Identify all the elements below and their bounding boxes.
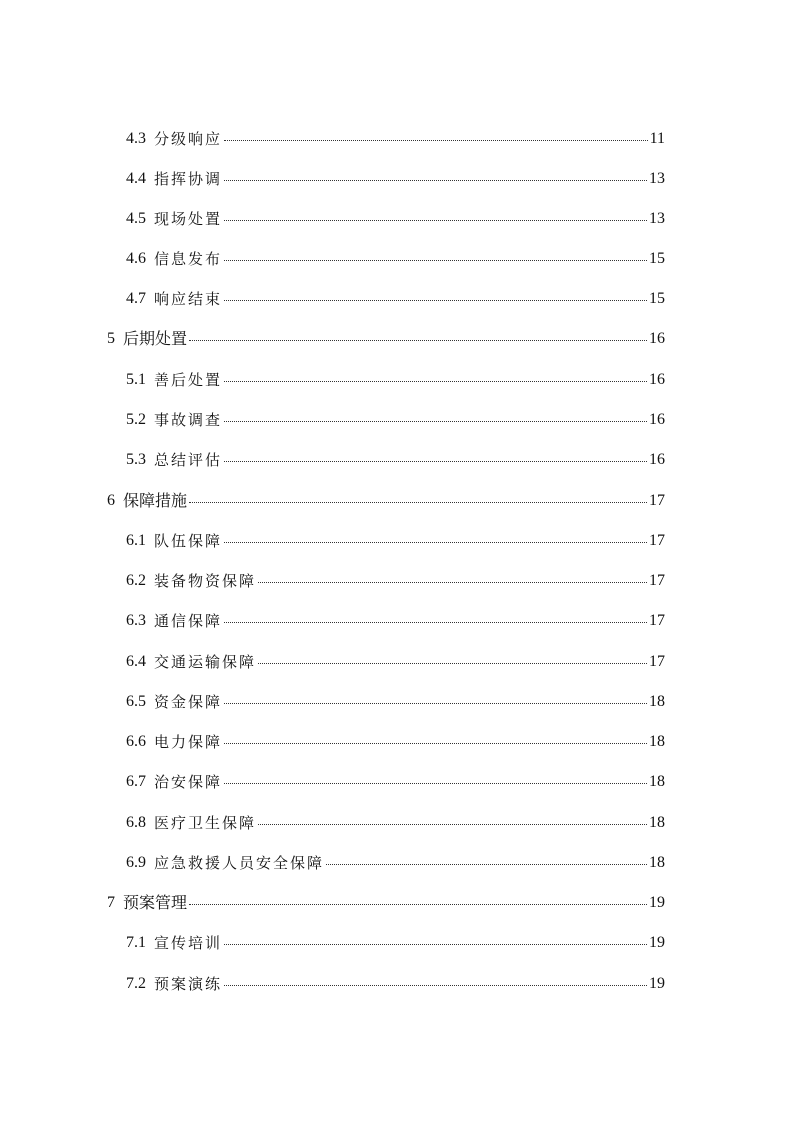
toc-section-entry[interactable] bbox=[126, 448, 665, 470]
toc-entry-number: 6 bbox=[107, 492, 115, 509]
toc-entry-page: 19 bbox=[649, 975, 665, 992]
toc-entry-number: 4.6 bbox=[126, 250, 146, 267]
toc-entry-page: 17 bbox=[649, 532, 665, 549]
toc-chapter-entry[interactable] bbox=[107, 891, 665, 913]
toc-section-entry[interactable] bbox=[126, 368, 665, 390]
dot-leader bbox=[224, 299, 647, 301]
toc-section-entry[interactable] bbox=[126, 529, 665, 551]
toc-entry-number: 6.5 bbox=[126, 693, 146, 710]
toc-entry-title: 应急救援人员安全保障 bbox=[154, 854, 325, 872]
dot-leader bbox=[224, 541, 647, 543]
toc-chapter-entry[interactable] bbox=[107, 327, 665, 349]
toc-entry-page: 11 bbox=[649, 130, 665, 147]
toc-entry-title: 信息发布 bbox=[154, 250, 223, 268]
dot-leader bbox=[189, 339, 647, 341]
toc-entry-title: 宣传培训 bbox=[154, 934, 223, 952]
toc-section-entry[interactable] bbox=[126, 167, 665, 189]
toc-entry-number: 6.3 bbox=[126, 612, 146, 629]
toc-chapter-entry[interactable] bbox=[107, 489, 665, 511]
toc-section-entry[interactable] bbox=[126, 207, 665, 229]
toc-entry-number: 5.1 bbox=[126, 371, 146, 388]
toc-entry-number: 7.1 bbox=[126, 934, 146, 951]
dot-leader bbox=[189, 501, 647, 503]
toc-entry-number: 6.8 bbox=[126, 814, 146, 831]
toc-entry-number: 6.1 bbox=[126, 532, 146, 549]
toc-entry-number: 6.2 bbox=[126, 572, 146, 589]
toc-section-entry[interactable] bbox=[126, 972, 665, 994]
toc-entry-number: 6.4 bbox=[126, 653, 146, 670]
toc-entry-page: 19 bbox=[649, 894, 665, 911]
toc-entry-page: 19 bbox=[649, 934, 665, 951]
toc-entry-number: 7 bbox=[107, 894, 115, 911]
toc-entry-number: 5.2 bbox=[126, 411, 146, 428]
toc-entry-number: 6.6 bbox=[126, 733, 146, 750]
toc-entry-page: 18 bbox=[649, 854, 665, 871]
toc-entry-number: 5.3 bbox=[126, 451, 146, 468]
toc-entry-page: 17 bbox=[649, 492, 665, 509]
toc-entry-page: 13 bbox=[649, 210, 665, 227]
toc-entry-title: 预案演练 bbox=[154, 975, 223, 993]
dot-leader bbox=[224, 984, 647, 986]
toc-section-entry[interactable] bbox=[126, 811, 665, 833]
dot-leader bbox=[224, 139, 648, 141]
toc-entry-page: 15 bbox=[649, 250, 665, 267]
toc-entry-page: 15 bbox=[649, 290, 665, 307]
toc-entry-title: 分级响应 bbox=[154, 130, 223, 148]
dot-leader bbox=[224, 782, 647, 784]
dot-leader bbox=[224, 179, 647, 181]
toc-entry-page: 18 bbox=[649, 773, 665, 790]
toc-entry-number: 6.9 bbox=[126, 854, 146, 871]
toc-entry-page: 16 bbox=[649, 371, 665, 388]
dot-leader bbox=[224, 460, 647, 462]
dot-leader bbox=[224, 742, 647, 744]
toc-entry-page: 18 bbox=[649, 693, 665, 710]
dot-leader bbox=[326, 863, 647, 865]
toc-entry-title: 装备物资保障 bbox=[154, 572, 257, 590]
toc-entry-title: 后期处置 bbox=[123, 329, 188, 348]
toc-section-entry[interactable] bbox=[126, 730, 665, 752]
toc-entry-number: 4.7 bbox=[126, 290, 146, 307]
toc-entry-number: 7.2 bbox=[126, 975, 146, 992]
toc-entry-title: 响应结束 bbox=[154, 290, 223, 308]
toc-entry-number: 4.5 bbox=[126, 210, 146, 227]
toc-section-entry[interactable] bbox=[126, 770, 665, 792]
toc-entry-title: 保障措施 bbox=[123, 491, 188, 510]
toc-entry-title: 交通运输保障 bbox=[154, 653, 257, 671]
toc-section-entry[interactable] bbox=[126, 690, 665, 712]
toc-entry-page: 17 bbox=[649, 572, 665, 589]
dot-leader bbox=[224, 380, 647, 382]
toc-entry-title: 指挥协调 bbox=[154, 170, 223, 188]
dot-leader bbox=[224, 621, 647, 623]
toc-entry-title: 队伍保障 bbox=[154, 532, 223, 550]
toc-entry-title: 医疗卫生保障 bbox=[154, 814, 257, 832]
toc-section-entry[interactable] bbox=[126, 247, 665, 269]
toc-entry-page: 18 bbox=[649, 814, 665, 831]
toc-section-entry[interactable] bbox=[126, 931, 665, 953]
toc-section-entry[interactable] bbox=[126, 851, 665, 873]
toc-entry-page: 18 bbox=[649, 733, 665, 750]
toc-entry-title: 事故调查 bbox=[154, 411, 223, 429]
dot-leader bbox=[224, 943, 647, 945]
toc-entry-page: 16 bbox=[649, 451, 665, 468]
toc-entry-page: 13 bbox=[649, 170, 665, 187]
toc-entry-title: 总结评估 bbox=[154, 451, 223, 469]
toc-section-entry[interactable] bbox=[126, 569, 665, 591]
toc-entry-title: 通信保障 bbox=[154, 612, 223, 630]
dot-leader bbox=[224, 259, 647, 261]
toc-entry-number: 4.3 bbox=[126, 130, 146, 147]
toc-entry-title: 电力保障 bbox=[154, 733, 223, 751]
toc-entry-page: 16 bbox=[649, 411, 665, 428]
toc-entry-number: 6.7 bbox=[126, 773, 146, 790]
toc-entry-page: 17 bbox=[649, 653, 665, 670]
dot-leader bbox=[258, 823, 647, 825]
toc-entry-title: 现场处置 bbox=[154, 210, 223, 228]
toc-entry-title: 预案管理 bbox=[123, 893, 188, 912]
dot-leader bbox=[258, 581, 647, 583]
toc-section-entry[interactable] bbox=[126, 408, 665, 430]
toc-section-entry[interactable] bbox=[126, 287, 665, 309]
toc-entry-title: 善后处置 bbox=[154, 371, 223, 389]
dot-leader bbox=[224, 702, 647, 704]
toc-entry-title: 资金保障 bbox=[154, 693, 223, 711]
toc-section-entry[interactable] bbox=[126, 127, 665, 149]
toc-entry-page: 16 bbox=[649, 330, 665, 347]
toc-entry-title: 治安保障 bbox=[154, 773, 223, 791]
dot-leader bbox=[258, 662, 647, 664]
toc-entry-number: 5 bbox=[107, 330, 115, 347]
dot-leader bbox=[224, 420, 647, 422]
toc-entry-number: 4.4 bbox=[126, 170, 146, 187]
toc-section-entry[interactable] bbox=[126, 609, 665, 631]
toc-section-entry[interactable] bbox=[126, 650, 665, 672]
dot-leader bbox=[189, 903, 647, 905]
toc-entry-page: 17 bbox=[649, 612, 665, 629]
dot-leader bbox=[224, 219, 647, 221]
